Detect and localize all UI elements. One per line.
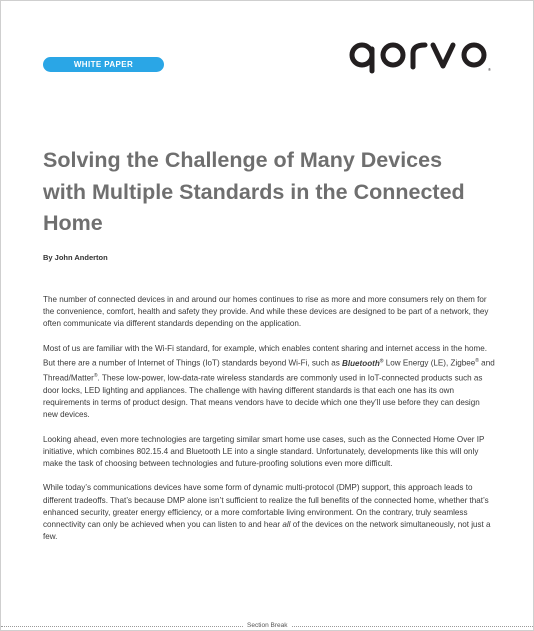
svg-text:®: ® [488, 67, 491, 72]
qorvo-logo [346, 37, 496, 77]
paragraph-2: Most of us are familiar with the Wi-Fi standard, for example, which enables content sharing and internet access in the home. But there are a number of Internet of Things (IoT) standards beyond Wi-Fi, such as Bluetooth® Low Energy (LE), Zigbee® and Thread/Matter®. These low-power, low-data-rate wireless standards are commonly used in IoT-connected products such as door locks, LED lighting and appliances. The challenge with having different standards is that each one has its own requirements in terms of product design. That means vendors have to decide which one they’ll use before they can design new devices. [43, 343, 495, 420]
section-break-label: Section Break [243, 622, 291, 629]
paragraph-3: Looking ahead, even more technologies are targeting similar smart home use cases, such as the Connected Home Over IP initiative, which combines 802.15.4 and Bluetooth LE into a single standard. Unfortunately, developments like this will only make the task of choosing between technologies and future-proofing solutions even more difficult. [43, 434, 485, 468]
white-paper-badge: WHITE PAPER [43, 57, 164, 72]
paragraph-4: While today’s communications devices have some form of dynamic multi-protocol (DMP) support, this approach leads to different tradeoffs. That’s because DMP alone isn’t sufficient to realize the full benefits of the connected home, whether that’s enhanced security, greater energy efficiency, or a more comfortable living environment. On the contrary, truly seamless connectivity can only be achieved when you can listen to and hear all of the devices on the network simultaneously, not just a few. [43, 483, 491, 542]
paragraph-1: The number of connected devices in and around our homes continues to rise as more and more consumers rely on them for the convenience, comfort, health and safety they provide. And while these devices are designed to be part of a network, they often communicate via different standards depending on the application. [43, 295, 489, 329]
document-title: Solving the Challenge of Many Devices with Multiple Standards in the Connected Home [43, 148, 465, 235]
author-byline: By John Anderton [43, 253, 108, 262]
section-break [1, 623, 533, 631]
body-text [43, 294, 495, 556]
